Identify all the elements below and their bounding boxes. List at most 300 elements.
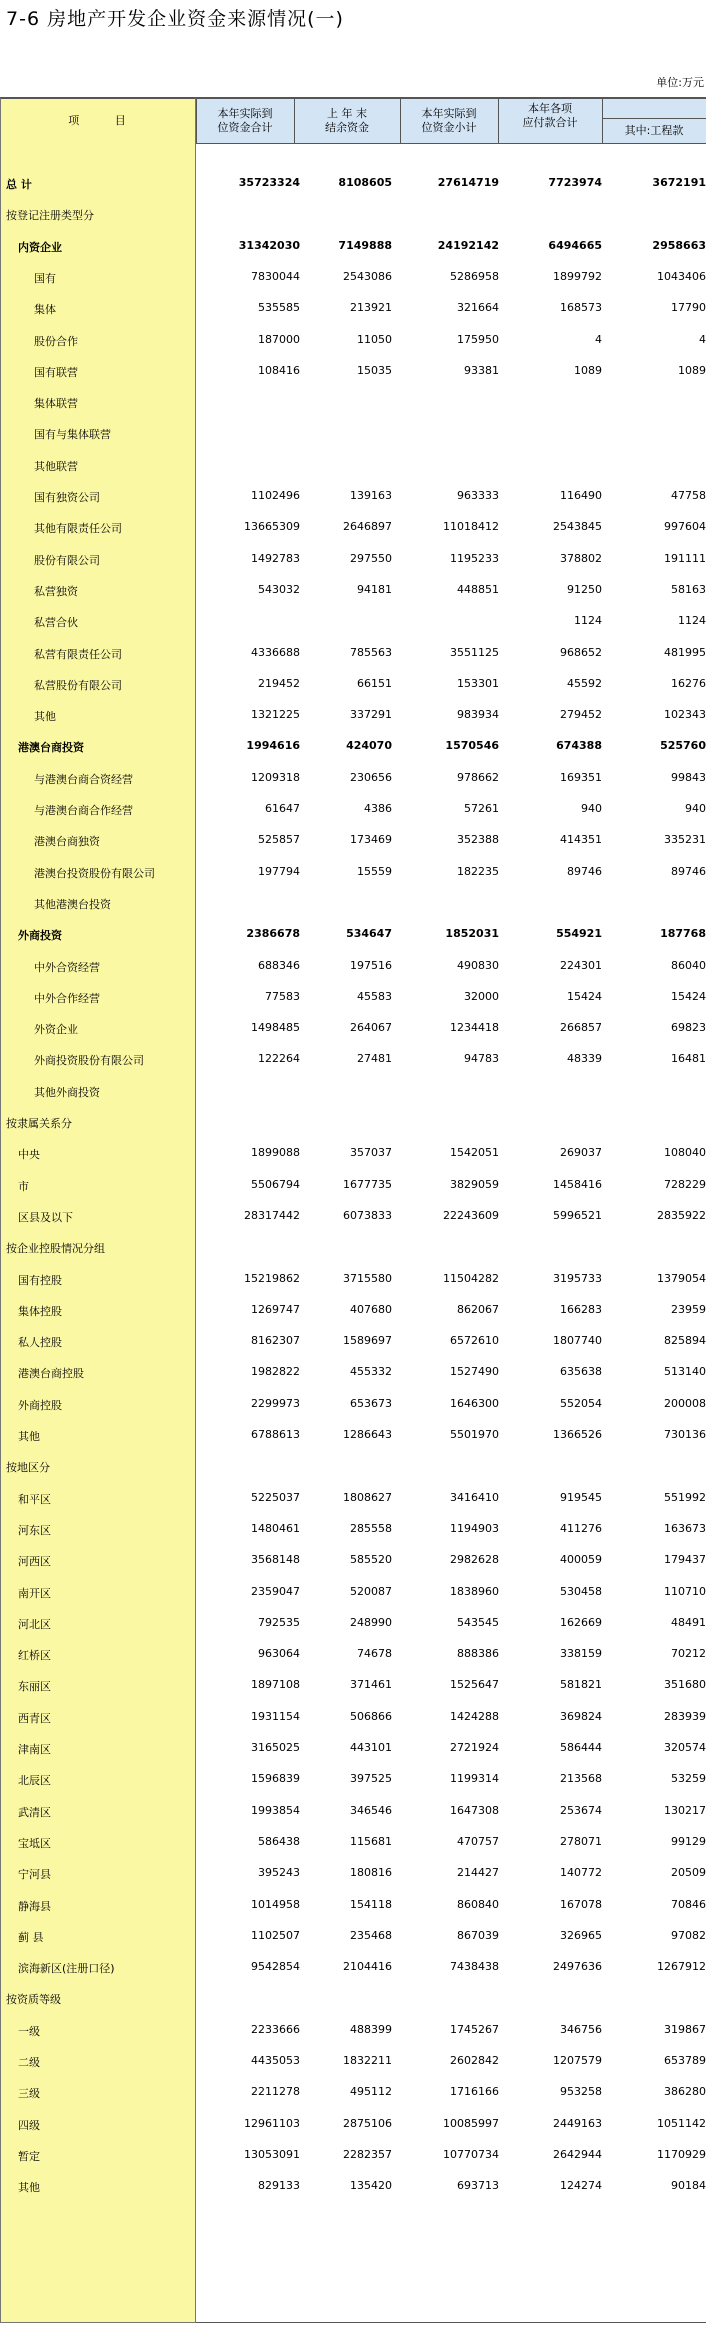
row-label: 内资企业 bbox=[18, 240, 62, 254]
row-value: 27481 bbox=[357, 1052, 392, 1066]
row-value: 3829059 bbox=[450, 1177, 499, 1191]
row-value: 1051142 bbox=[657, 2116, 706, 2130]
row-value: 455332 bbox=[350, 1365, 392, 1379]
row-value: 116490 bbox=[560, 489, 602, 502]
row-value: 94783 bbox=[464, 1052, 499, 1066]
row-value: 530458 bbox=[560, 1584, 602, 1598]
row-value: 285558 bbox=[350, 1521, 392, 1535]
row-value: 182235 bbox=[457, 864, 499, 878]
row-value: 66151 bbox=[357, 676, 392, 690]
row-value: 1102496 bbox=[251, 489, 300, 502]
table-row bbox=[0, 325, 706, 356]
row-value: 7149888 bbox=[338, 238, 392, 252]
row-value: 97082 bbox=[671, 1928, 706, 1942]
table-row bbox=[0, 168, 706, 199]
row-value: 424070 bbox=[346, 739, 392, 753]
row-label: 按登记注册类型分 bbox=[6, 209, 94, 223]
row-value: 1832211 bbox=[343, 2054, 392, 2067]
row-value: 1424288 bbox=[450, 1709, 499, 1723]
table-row bbox=[0, 575, 706, 606]
row-value: 397525 bbox=[350, 1772, 392, 1786]
row-value: 1321225 bbox=[251, 708, 300, 722]
row-value: 5506794 bbox=[251, 1177, 300, 1191]
row-label: 总 计 bbox=[6, 178, 32, 191]
row-value: 187768 bbox=[660, 927, 706, 941]
data-table bbox=[0, 97, 706, 2325]
row-value: 335231 bbox=[664, 833, 706, 847]
row-value: 953258 bbox=[560, 2085, 602, 2099]
row-value: 1089 bbox=[678, 363, 706, 377]
row-value: 279452 bbox=[560, 708, 602, 722]
row-value: 108416 bbox=[258, 363, 300, 377]
row-value: 57261 bbox=[464, 802, 499, 815]
row-value: 16481 bbox=[671, 1052, 706, 1066]
row-value: 130217 bbox=[664, 1803, 706, 1817]
row-value: 74678 bbox=[357, 1647, 392, 1661]
row-value: 1195233 bbox=[450, 551, 499, 565]
row-label: 集体控股 bbox=[18, 1304, 62, 1318]
row-value: 11050 bbox=[357, 332, 392, 346]
row-value: 674388 bbox=[556, 739, 602, 753]
table-row bbox=[0, 2015, 706, 2046]
row-label: 港澳台商控股 bbox=[18, 1367, 84, 1381]
row-value: 2497636 bbox=[553, 1960, 602, 1974]
row-value: 90184 bbox=[671, 2179, 706, 2193]
table-row bbox=[0, 1420, 706, 1451]
table-row bbox=[0, 2046, 706, 2077]
row-label: 和平区 bbox=[18, 1492, 51, 1506]
table-row bbox=[0, 1545, 706, 1576]
row-label: 外商投资股份有限公司 bbox=[34, 1054, 144, 1068]
row-label: 红桥区 bbox=[18, 1649, 51, 1663]
row-value: 1897108 bbox=[251, 1678, 300, 1692]
table-row bbox=[0, 794, 706, 825]
row-value: 1899088 bbox=[251, 1146, 300, 1160]
header-sub-divider bbox=[602, 118, 706, 119]
table-row bbox=[0, 1357, 706, 1388]
row-value: 15035 bbox=[357, 363, 392, 377]
row-value: 1458416 bbox=[553, 1177, 602, 1191]
row-value: 45583 bbox=[357, 989, 392, 1003]
row-value: 963333 bbox=[457, 489, 499, 502]
header-total-funds-line1: 本年实际到 bbox=[217, 106, 273, 120]
row-value: 1014958 bbox=[251, 1897, 300, 1911]
row-value: 369824 bbox=[560, 1709, 602, 1723]
row-value: 1542051 bbox=[450, 1146, 499, 1160]
row-value: 506866 bbox=[350, 1709, 392, 1723]
row-value: 1498485 bbox=[251, 1021, 300, 1035]
row-value: 693713 bbox=[457, 2179, 499, 2193]
row-value: 102343 bbox=[664, 708, 706, 722]
table-row bbox=[0, 1013, 706, 1044]
table-row bbox=[0, 606, 706, 637]
row-value: 1647308 bbox=[450, 1803, 499, 1817]
row-value: 785563 bbox=[350, 645, 392, 659]
row-value: 525760 bbox=[660, 739, 706, 753]
row-value: 1267912 bbox=[657, 1960, 706, 1974]
row-label: 与港澳台商合作经营 bbox=[34, 804, 133, 817]
table-row bbox=[0, 1577, 706, 1608]
row-value: 581821 bbox=[560, 1678, 602, 1692]
table-bottom-border bbox=[196, 2322, 706, 2323]
header-prev-balance-line2: 结余资金 bbox=[325, 120, 369, 134]
row-value: 20509 bbox=[671, 1866, 706, 1880]
row-value: 1286643 bbox=[343, 1428, 392, 1441]
row-value: 1807740 bbox=[553, 1334, 602, 1348]
row-value: 45592 bbox=[567, 676, 602, 690]
row-value: 7830044 bbox=[251, 269, 300, 283]
row-value: 168573 bbox=[560, 301, 602, 315]
row-value: 235468 bbox=[350, 1928, 392, 1942]
row-value: 31342030 bbox=[238, 238, 300, 252]
table-row bbox=[0, 825, 706, 856]
row-value: 6494665 bbox=[548, 238, 602, 252]
table-row bbox=[0, 919, 706, 950]
table-row bbox=[0, 638, 706, 669]
table-row bbox=[0, 1702, 706, 1733]
row-value: 163673 bbox=[664, 1521, 706, 1535]
row-value: 825894 bbox=[664, 1334, 706, 1348]
row-value: 253674 bbox=[560, 1803, 602, 1817]
row-value: 91250 bbox=[567, 582, 602, 596]
table-row bbox=[0, 763, 706, 794]
row-value: 5996521 bbox=[553, 1208, 602, 1222]
row-value: 525857 bbox=[258, 833, 300, 847]
row-value: 1808627 bbox=[343, 1490, 392, 1504]
row-value: 5225037 bbox=[251, 1490, 300, 1504]
table-row bbox=[0, 1107, 706, 1138]
row-value: 70212 bbox=[671, 1647, 706, 1661]
row-value: 1199314 bbox=[450, 1772, 499, 1786]
row-value: 488399 bbox=[350, 2022, 392, 2036]
row-value: 346756 bbox=[560, 2022, 602, 2036]
row-value: 2875106 bbox=[343, 2116, 392, 2130]
table-row bbox=[0, 199, 706, 230]
row-value: 1589697 bbox=[343, 1334, 392, 1348]
row-value: 1043406 bbox=[657, 269, 706, 283]
table-row bbox=[0, 2171, 706, 2202]
row-value: 124274 bbox=[560, 2179, 602, 2193]
row-label: 其他联营 bbox=[34, 459, 78, 473]
row-value: 470757 bbox=[457, 1834, 499, 1848]
table-row bbox=[0, 1201, 706, 1232]
row-value: 1089 bbox=[574, 363, 602, 377]
row-value: 443101 bbox=[350, 1741, 392, 1754]
row-label: 河西区 bbox=[18, 1555, 51, 1569]
row-value: 266857 bbox=[560, 1021, 602, 1035]
row-label: 其他有限责任公司 bbox=[34, 522, 122, 536]
row-value: 1570546 bbox=[445, 739, 499, 753]
row-label: 股份有限公司 bbox=[34, 553, 100, 567]
row-value: 4386 bbox=[364, 802, 392, 815]
row-label: 河北区 bbox=[18, 1617, 51, 1631]
row-value: 1209318 bbox=[251, 770, 300, 784]
row-value: 1716166 bbox=[450, 2085, 499, 2099]
row-label: 国有 bbox=[34, 271, 56, 285]
row-value: 4 bbox=[699, 332, 706, 346]
row-value: 407680 bbox=[350, 1302, 392, 1316]
row-value: 2721924 bbox=[450, 1741, 499, 1754]
row-value: 99129 bbox=[671, 1834, 706, 1848]
row-value: 1838960 bbox=[450, 1584, 499, 1598]
row-value: 162669 bbox=[560, 1615, 602, 1629]
row-value: 1124 bbox=[678, 614, 706, 628]
row-value: 13053091 bbox=[244, 2147, 300, 2161]
row-value: 264067 bbox=[350, 1021, 392, 1035]
row-value: 400059 bbox=[560, 1553, 602, 1567]
table-row bbox=[0, 1670, 706, 1701]
row-value: 7723974 bbox=[548, 176, 602, 189]
row-value: 534647 bbox=[346, 927, 392, 941]
row-value: 395243 bbox=[258, 1866, 300, 1880]
row-value: 940 bbox=[581, 802, 602, 815]
unit-label: 单位:万元 bbox=[656, 76, 704, 89]
row-value: 2543086 bbox=[343, 269, 392, 283]
row-value: 2386678 bbox=[246, 927, 300, 941]
row-label: 按企业控股情况分组 bbox=[6, 1242, 105, 1256]
row-value: 28317442 bbox=[244, 1208, 300, 1222]
header-funds-subtotal bbox=[400, 97, 498, 144]
row-label: 东丽区 bbox=[18, 1680, 51, 1694]
row-value: 2359047 bbox=[251, 1584, 300, 1598]
row-value: 278071 bbox=[560, 1834, 602, 1848]
table-row bbox=[0, 512, 706, 543]
row-value: 586444 bbox=[560, 1741, 602, 1754]
table-row bbox=[0, 857, 706, 888]
row-value: 23959 bbox=[671, 1302, 706, 1316]
row-value: 888386 bbox=[457, 1647, 499, 1661]
row-value: 1527490 bbox=[450, 1365, 499, 1379]
row-value: 140772 bbox=[560, 1866, 602, 1880]
row-value: 326965 bbox=[560, 1928, 602, 1942]
row-value: 191111 bbox=[664, 551, 706, 565]
table-row bbox=[0, 1890, 706, 1921]
row-value: 1480461 bbox=[251, 1521, 300, 1535]
row-value: 490830 bbox=[457, 958, 499, 972]
table-row bbox=[0, 2109, 706, 2140]
row-value: 829133 bbox=[258, 2179, 300, 2193]
row-value: 2958663 bbox=[652, 238, 706, 252]
row-value: 386280 bbox=[664, 2085, 706, 2099]
row-value: 513140 bbox=[664, 1365, 706, 1379]
row-value: 351680 bbox=[664, 1678, 706, 1692]
table-row bbox=[0, 1483, 706, 1514]
header-total-funds bbox=[196, 97, 294, 144]
row-value: 1745267 bbox=[450, 2022, 499, 2036]
row-value: 1170929 bbox=[657, 2147, 706, 2161]
row-value: 997604 bbox=[664, 520, 706, 534]
row-label: 暂定 bbox=[18, 2149, 40, 2163]
row-value: 69823 bbox=[671, 1021, 706, 1035]
row-value: 219452 bbox=[258, 676, 300, 690]
row-value: 48491 bbox=[671, 1615, 706, 1629]
row-label: 津南区 bbox=[18, 1743, 51, 1756]
table-row bbox=[0, 418, 706, 449]
row-value: 173469 bbox=[350, 833, 392, 847]
row-label: 与港澳台商合资经营 bbox=[34, 772, 133, 786]
row-value: 321664 bbox=[457, 301, 499, 315]
row-value: 3165025 bbox=[251, 1741, 300, 1754]
table-row bbox=[0, 1921, 706, 1952]
row-value: 7438438 bbox=[450, 1960, 499, 1974]
table-row bbox=[0, 951, 706, 982]
header-prev-balance-line1: 上 年 末 bbox=[327, 106, 367, 120]
row-value: 940 bbox=[685, 802, 706, 815]
table-row bbox=[0, 481, 706, 512]
table-row bbox=[0, 2140, 706, 2171]
row-value: 2543845 bbox=[553, 520, 602, 534]
row-value: 13665309 bbox=[244, 520, 300, 534]
row-label: 股份合作 bbox=[34, 334, 78, 348]
row-value: 9542854 bbox=[251, 1960, 300, 1974]
row-value: 108040 bbox=[664, 1146, 706, 1160]
header-payables-line1: 本年各项 bbox=[528, 102, 572, 115]
row-value: 552054 bbox=[560, 1396, 602, 1410]
row-value: 2835922 bbox=[657, 1208, 706, 1222]
row-value: 319867 bbox=[664, 2022, 706, 2036]
row-label: 私营股份有限公司 bbox=[34, 678, 122, 692]
row-value: 179437 bbox=[664, 1553, 706, 1567]
row-value: 5501970 bbox=[450, 1428, 499, 1441]
row-value: 448851 bbox=[457, 582, 499, 596]
table-row bbox=[0, 1076, 706, 1107]
row-value: 414351 bbox=[560, 833, 602, 847]
row-value: 154118 bbox=[350, 1897, 392, 1911]
row-value: 27614719 bbox=[437, 176, 499, 189]
row-value: 2233666 bbox=[251, 2022, 300, 2036]
row-value: 169351 bbox=[560, 770, 602, 784]
row-label: 港澳台投资股份有限公司 bbox=[34, 866, 155, 880]
row-label: 一级 bbox=[18, 2024, 40, 2038]
header-prev-balance bbox=[294, 97, 400, 144]
row-value: 10085997 bbox=[443, 2116, 499, 2130]
row-value: 16276 bbox=[671, 676, 706, 690]
row-value: 3551125 bbox=[450, 645, 499, 659]
row-value: 1102507 bbox=[251, 1928, 300, 1942]
row-value: 1931154 bbox=[251, 1709, 300, 1723]
row-label: 外商投资 bbox=[18, 929, 62, 943]
row-label: 私营有限责任公司 bbox=[34, 647, 122, 661]
table-row bbox=[0, 1295, 706, 1326]
row-value: 15559 bbox=[357, 864, 392, 878]
row-label: 国有控股 bbox=[18, 1273, 62, 1287]
header-funds-subtotal-line1: 本年实际到 bbox=[421, 106, 477, 120]
table-row bbox=[0, 1044, 706, 1075]
header-engineering: 其中:工程款 bbox=[624, 124, 684, 137]
row-value: 520087 bbox=[350, 1584, 392, 1598]
table-row bbox=[0, 1138, 706, 1169]
row-value: 110710 bbox=[664, 1584, 706, 1598]
header-payables bbox=[498, 97, 602, 129]
row-value: 230656 bbox=[350, 770, 392, 784]
row-label: 港澳台商独资 bbox=[34, 835, 100, 849]
row-value: 53259 bbox=[671, 1772, 706, 1786]
row-value: 1379054 bbox=[657, 1271, 706, 1285]
row-label: 西青区 bbox=[18, 1711, 51, 1725]
row-value: 411276 bbox=[560, 1521, 602, 1535]
row-value: 357037 bbox=[350, 1146, 392, 1160]
row-value: 200008 bbox=[664, 1396, 706, 1410]
row-value: 166283 bbox=[560, 1302, 602, 1316]
table-row bbox=[0, 1952, 706, 1983]
row-value: 1124 bbox=[574, 614, 602, 628]
table-row bbox=[0, 2077, 706, 2108]
row-value: 481995 bbox=[664, 645, 706, 659]
row-value: 48339 bbox=[567, 1052, 602, 1066]
row-label: 外商控股 bbox=[18, 1398, 62, 1412]
row-value: 89746 bbox=[671, 864, 706, 878]
table-row bbox=[0, 387, 706, 418]
row-value: 968652 bbox=[560, 645, 602, 659]
row-value: 93381 bbox=[464, 363, 499, 377]
row-value: 2299973 bbox=[251, 1396, 300, 1410]
table-row bbox=[0, 1170, 706, 1201]
row-value: 730136 bbox=[664, 1428, 706, 1441]
row-value: 2282357 bbox=[343, 2147, 392, 2161]
row-value: 653789 bbox=[664, 2054, 706, 2067]
row-value: 585520 bbox=[350, 1553, 392, 1567]
page-title: 7-6 房地产开发企业资金来源情况(一) bbox=[6, 8, 344, 30]
header-item: 项 目 bbox=[68, 113, 142, 127]
row-value: 89746 bbox=[567, 864, 602, 878]
row-value: 187000 bbox=[258, 332, 300, 346]
row-value: 1982822 bbox=[251, 1365, 300, 1379]
row-value: 337291 bbox=[350, 708, 392, 722]
row-label: 私营独资 bbox=[34, 584, 78, 598]
row-value: 728229 bbox=[664, 1177, 706, 1191]
row-value: 688346 bbox=[258, 958, 300, 972]
row-value: 1366526 bbox=[553, 1428, 602, 1441]
table-row bbox=[0, 1796, 706, 1827]
row-value: 4 bbox=[595, 332, 602, 346]
row-value: 15219862 bbox=[244, 1271, 300, 1285]
row-value: 338159 bbox=[560, 1647, 602, 1661]
row-value: 543032 bbox=[258, 582, 300, 596]
row-value: 283939 bbox=[664, 1709, 706, 1723]
row-label: 宁河县 bbox=[18, 1868, 51, 1882]
table-row bbox=[0, 450, 706, 481]
row-value: 70846 bbox=[671, 1897, 706, 1911]
table-row bbox=[0, 731, 706, 762]
row-label: 其他外商投资 bbox=[34, 1085, 100, 1099]
row-value: 495112 bbox=[350, 2085, 392, 2099]
row-value: 346546 bbox=[350, 1803, 392, 1817]
row-label: 静海县 bbox=[18, 1899, 51, 1913]
row-label: 私人控股 bbox=[18, 1336, 62, 1350]
row-label: 武清区 bbox=[18, 1805, 51, 1819]
row-value: 1994616 bbox=[246, 739, 300, 753]
row-label: 国有联营 bbox=[34, 365, 78, 379]
row-label: 按地区分 bbox=[6, 1461, 50, 1475]
row-value: 320574 bbox=[664, 1741, 706, 1754]
row-value: 10770734 bbox=[443, 2147, 499, 2161]
table-row bbox=[0, 1264, 706, 1295]
row-label: 其他港澳台投资 bbox=[34, 897, 111, 911]
row-value: 213921 bbox=[350, 301, 392, 315]
table-row bbox=[0, 1514, 706, 1545]
row-label: 蓟 县 bbox=[18, 1930, 44, 1944]
table-row bbox=[0, 1389, 706, 1420]
row-value: 586438 bbox=[258, 1834, 300, 1848]
row-value: 2646897 bbox=[343, 520, 392, 534]
row-value: 2211278 bbox=[251, 2085, 300, 2099]
row-label: 港澳台商投资 bbox=[18, 741, 84, 755]
row-value: 77583 bbox=[265, 989, 300, 1003]
row-label: 按隶属关系分 bbox=[6, 1117, 72, 1130]
row-label: 区县及以下 bbox=[18, 1210, 73, 1224]
row-value: 115681 bbox=[350, 1834, 392, 1848]
row-value: 635638 bbox=[560, 1365, 602, 1379]
